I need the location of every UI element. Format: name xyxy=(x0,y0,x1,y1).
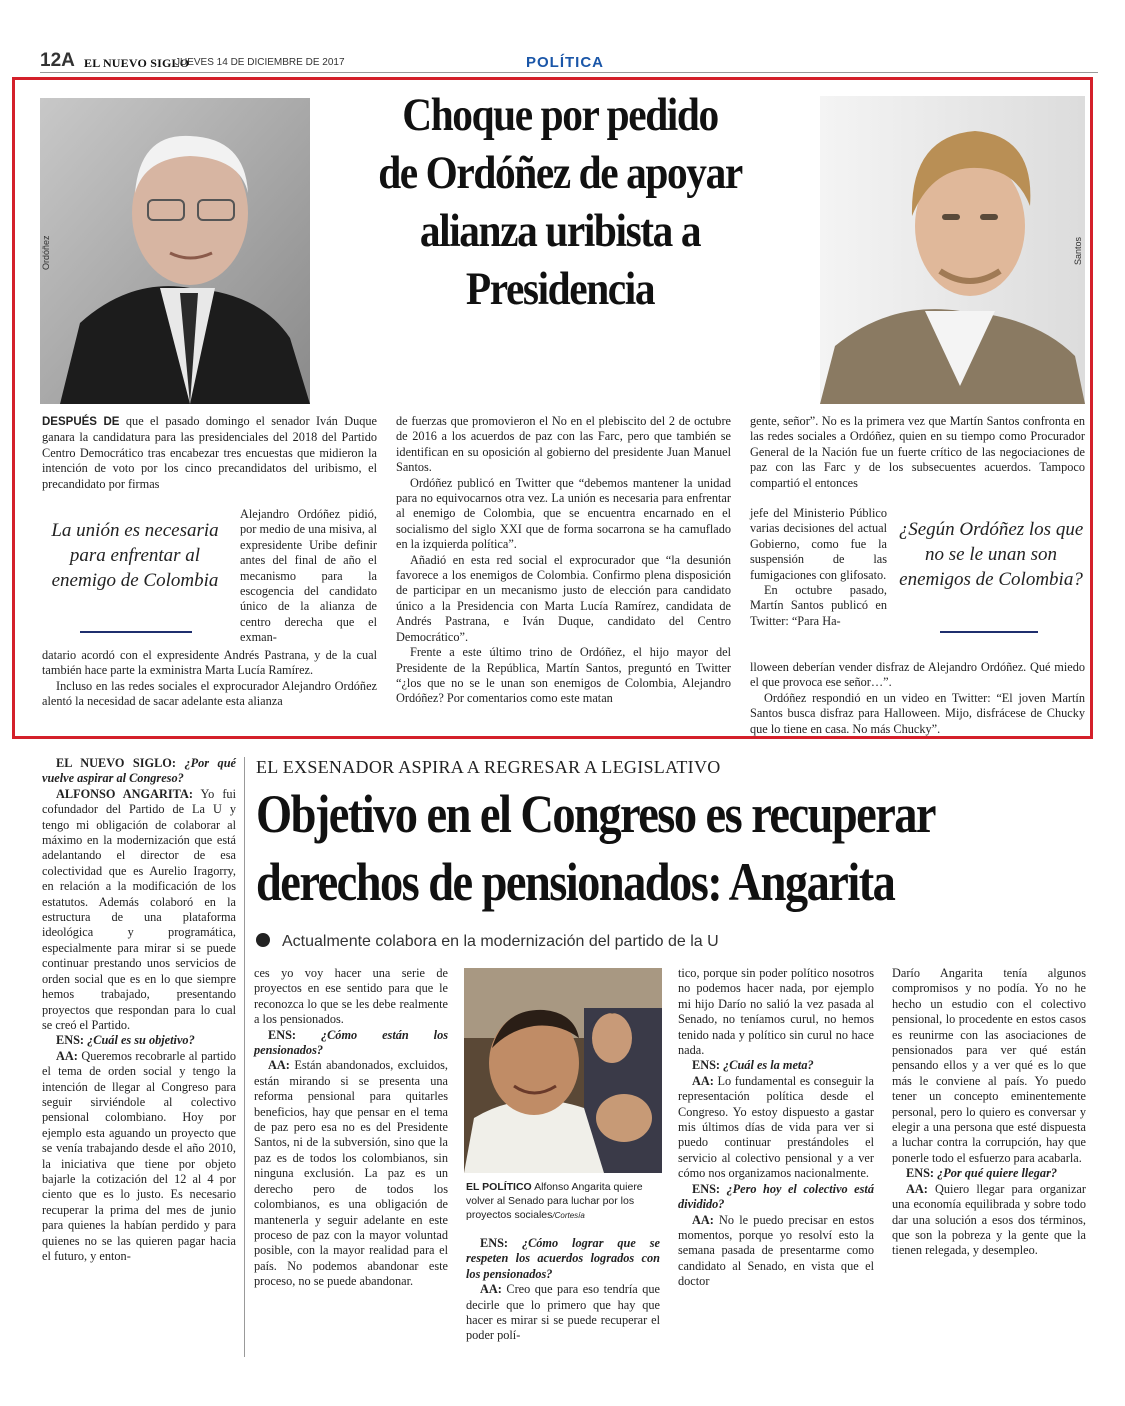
interview-answer: Darío Angarita tenía algunos compromisos y no podía. Yo no he hecho un estudio con el colectivo pensional, lo procedente en estos casos es reunirme con las asociaciones de pensionados para ver qué están pensando ellos y a ver qué es lo que más le conviene al país. Yo puedo tener un concepto eminentemente personal, pero lo quiero es conversar y elegir a una persona que esté dispuesta a luchar contra la corrupción, hay que ponerle todo el esfuerzo para acabarla. xyxy=(892,966,1086,1165)
lead-word: DESPUÉS DE xyxy=(42,416,120,428)
speaker-label: AA: xyxy=(692,1073,714,1088)
interview-paragraph xyxy=(42,787,236,1034)
story1-col3-top xyxy=(750,414,1085,491)
interview-answer: tico, porque sin poder político nosotros no podemos hacer nada, por ejemplo mi hijo Darío no salió la vez pasada al Senado, no teníamos curul, no hemos tenido nada y político sin curul no hace nada. xyxy=(678,966,874,1058)
interview-paragraph xyxy=(466,1282,660,1344)
headline-line: Objetivo en el Congreso es recuperar xyxy=(256,784,935,844)
paragraph: Alejandro Ordóñez pidió, por medio de una misiva, al expresidente Uribe definir antes del final de año el mecanismo para la escogencia del candidato único de la alianza de centro derecha que el exman- xyxy=(240,507,377,645)
speaker-label: EL NUEVO SIGLO: xyxy=(56,756,176,770)
interview-paragraph xyxy=(42,1049,236,1265)
photo-caption-santos: Santos xyxy=(1073,236,1083,265)
interview-question: ¿Por qué vuelve aspirar al Congreso? xyxy=(42,756,236,786)
speaker-label: AA: xyxy=(56,1048,78,1063)
paragraph xyxy=(42,414,377,492)
interview-question: ¿Cómo lograr que se respeten los acuerdos logrados con los pensionados? xyxy=(466,1236,660,1281)
speaker-label: ENS: xyxy=(906,1166,935,1181)
interview-paragraph xyxy=(892,1182,1086,1259)
story2-subhead xyxy=(256,933,719,951)
paragraph: datario acordó con el expresidente Andrés Pastrana, y de la cual también hace parte la exministra Marta Lucía Ramírez. xyxy=(42,648,377,678)
speaker-label: ENS: xyxy=(480,1236,509,1250)
photo-credit: /Cortesía xyxy=(552,1211,585,1220)
interview-answer: Creo que para eso tendría que decirle que lo primero que hay que hacer es mirar si se puede recuperar el poder polí- xyxy=(466,1282,660,1343)
interview-question: ¿Cómo están los pensionados? xyxy=(254,1027,448,1058)
paragraph: Frente a este último trino de Ordóñez, el hijo mayor del Presidente de la República, Martín Santos, preguntó en Twitter “¿los que no se le unan son enemigos de Colombia, Alejandro Ordóñez? Por comentarios como este matan xyxy=(396,645,731,706)
paragraph: Añadió en esta red social el exprocurador que “la desunión favorece a los enemigos de Colombia. Confirmo plena disposición de participar en un mecanismo justo de elección para candidato único a la Presidencia con Marta Lucía Ramírez, candidata de Andrés Pastrana, e Iván Duque, candidato del Centro Democrático”. xyxy=(396,552,731,644)
interview-paragraph xyxy=(892,966,1086,1166)
interview-answer: ces yo voy hacer una serie de proyectos en ese sentido para que le reconozca lo que se les debe realmente a los pensionados. xyxy=(254,966,448,1027)
interview-paragraph xyxy=(466,1236,660,1282)
paragraph: En octubre pasado, Martín Santos publicó en Twitter: “Para Ha- xyxy=(750,583,887,628)
interview-question: ¿Cuál es su objetivo? xyxy=(87,1033,195,1048)
interview-answer: Queremos recobrarle al partido el tema de orden social y tengo la intención de llegar al Congreso para seguir sirviéndole al colectivo pensional colombiano. Hoy por ejemplo esta aguando un proyecto que se venía trabajando desde el año 2010, la iniciativa que tiene por objeto bajarle la cotización del 12 al 4 por ciento que es lo justo. Es necesario recuperar la prima del mes de junio para quienes la habían perdido y para quienes no se las quieren pagar hacia el futuro, y enton- xyxy=(42,1048,236,1263)
interview-paragraph xyxy=(892,1166,1086,1181)
interview-paragraph xyxy=(678,1182,874,1213)
interview-paragraph xyxy=(678,1058,874,1073)
headline-story2 xyxy=(256,780,978,916)
page-number: 12A xyxy=(40,50,75,71)
pull-quote-rule xyxy=(80,631,192,633)
interview-answer: Lo fundamental es conseguir la representación política desde el Congreso. Yo estoy dispuesto a gastar mis últimos días de vida para ver si puedo continuar prestándoles el servicio al colectivo pensional y a ver cómo nos organizamos nacionalmente. xyxy=(678,1073,875,1181)
interview-paragraph xyxy=(678,1074,874,1182)
story1-col1-wrap xyxy=(240,507,377,646)
story1-col1-bottom xyxy=(42,648,377,710)
story1-col3-wrap xyxy=(750,506,887,629)
headline-line: alianza uribista a xyxy=(419,205,701,257)
speaker-label: ENS: xyxy=(692,1058,721,1073)
interview-answer: Están abandonados, excluidos, están mirando si se presenta una reforma pensional para quitarles beneficios, hay que pensar en el tema de paz pero esa no es del Presidente Santos, ni de la subversión, sino que la paz es de todos los colombianos, sin ninguna exclusión. La paz es un derecho pero de todos los colombianos, es una obligación de mantenerla y seguir adelante en este proceso de paz con la mayor voluntad posible, con la mayor realidad para el país. No podemos abandonar este proceso, no se puede abandonar. xyxy=(254,1058,448,1289)
paragraph: gente, señor”. No es la primera vez que Martín Santos confronta en las redes sociales a Ordóñez, quien en su tiempo como Procurador General de la Nación fue un fuerte crítico de las negociaciones de paz con las Farc y de los subsecuentes acuerdos. Tampoco compartió el entonces xyxy=(750,414,1085,490)
issue-date: JUEVES 14 DE DICIEMBRE DE 2017 xyxy=(175,57,345,68)
bullet-icon xyxy=(256,933,270,947)
caption-text: Alfonso Angarita quiere volver al Senado para luchar por los proyectos sociales xyxy=(466,1181,643,1221)
header-rule xyxy=(40,72,1098,73)
section-label: POLÍTICA xyxy=(526,54,604,71)
santos-photo xyxy=(820,96,1085,404)
paragraph: jefe del Ministerio Público varias decisiones del actual Gobierno, como fue la suspensión de las fumigaciones con glifosato. xyxy=(750,506,887,582)
paragraph: lloween deberían vender disfraz de Alejandro Ordóñez. Qué miedo el que provoca ese señor…”. xyxy=(750,660,1085,690)
interview-question: ¿Pero hoy el colectivo está dividido? xyxy=(678,1181,874,1212)
speaker-label: ENS: xyxy=(56,1033,85,1048)
pull-quote-rule xyxy=(940,631,1038,633)
interview-answer: Yo fui cofundador del Partido de La U y tengo mi obligación de colaborar al máximo en la modernización que está adelantando el director de esa colectividad que es Aurelio Iragorry, en relación a la modificación de los estatutos. Además colaboró en la estructura de una plataforma ideológica y programática, especialmente para mirar si se puede continuar prestando unos servicios de orden social que es en lo que siempre hemos trabajado, presentando proyectos que respondan para lo cual se creó el Partido. xyxy=(42,786,236,1032)
headline-line: Choque por pedido xyxy=(402,89,718,141)
interview-paragraph xyxy=(254,1028,448,1059)
pull-quote-left: La unión es necesaria para enfrentar al enemigo de Colombia xyxy=(51,520,219,591)
story2-kicker: EL EXSENADOR ASPIRA A REGRESAR A LEGISLATIVO xyxy=(256,757,721,777)
ordonez-photo xyxy=(40,98,310,404)
interview-paragraph xyxy=(678,966,874,1058)
speaker-label: ENS: xyxy=(692,1181,721,1196)
interview-question: ¿Por qué quiere llegar? xyxy=(937,1166,1057,1181)
speaker-label: AA: xyxy=(480,1282,502,1297)
speaker-label: AA: xyxy=(906,1181,928,1196)
paragraph: Ordóñez respondió en un video en Twitter: “El joven Martín Santos busca disfraz para Halloween. Mijo, disfrácese de Chucky que lo tiene en casa. No más Chucky”. xyxy=(750,690,1085,736)
story2-col5 xyxy=(892,966,1086,1259)
paper-name: EL NUEVO SIGLO xyxy=(84,56,190,70)
headline-story1 xyxy=(322,86,797,318)
story1-col2 xyxy=(396,414,731,707)
story2-col4 xyxy=(678,966,874,1290)
caption-label: EL POLÍTICO xyxy=(466,1181,532,1193)
pull-quote-right: ¿Según Ordóñez los que no se le unan son enemigos de Colombia? xyxy=(898,519,1084,590)
speaker-label: AA: xyxy=(692,1212,714,1227)
story2-col2 xyxy=(254,966,448,1290)
story1-col3-bottom xyxy=(750,660,1085,737)
subhead-text: Actualmente colabora en la modernización del partido de la U xyxy=(282,933,719,950)
interview-question: ¿Cuál es la meta? xyxy=(723,1058,814,1073)
paragraph: de fuerzas que promovieron el No en el plebiscito del 2 de octubre de 2016 a los acuerdos de paz con las Farc, pero que también se identifican en su oposición al gobierno del presidente Juan Manuel Santos. xyxy=(396,414,731,475)
column-rule xyxy=(244,757,245,1357)
interview-paragraph xyxy=(42,756,236,787)
story2-col1 xyxy=(42,756,236,1264)
headline-line: derechos de pensionados: Angarita xyxy=(256,852,895,912)
speaker-label: ENS: xyxy=(268,1027,297,1042)
interview-paragraph xyxy=(254,966,448,1028)
paragraph: Incluso en las redes sociales el exprocurador Alejandro Ordóñez alentó la necesidad de sacar adelante esta alianza xyxy=(42,678,377,709)
angarita-photo xyxy=(464,968,662,1173)
headline-line: Presidencia xyxy=(465,263,655,315)
paragraph: Ordóñez publicó en Twitter que “debemos mantener la unidad para no equivocarnos otra vez. La unión es necesaria para enfrentar al enemigo de Colombia, que se encuentra encarnado en el socialismo del siglo XXI que de forma socarrona se ha camuflado en la izquierda política”. xyxy=(396,475,731,552)
speaker-label: AA: xyxy=(268,1058,290,1073)
paragraph-text: que el pasado domingo el senador Iván Duque ganara la candidatura para las presidenciales del 2018 del Partido Centro Democrático tras encabezar tres encuestas que midieron la intención de voto por los cinco precandidatos del uribismo, el precandidato por firmas xyxy=(42,414,377,491)
interview-paragraph xyxy=(42,1033,236,1048)
photo-caption-angarita xyxy=(466,1180,662,1223)
headline-line: de Ordóñez de apoyar xyxy=(378,147,742,199)
interview-paragraph xyxy=(254,1058,448,1289)
interview-paragraph xyxy=(678,1213,874,1290)
story1-col1-top xyxy=(42,414,377,492)
story2-col3 xyxy=(466,1236,660,1344)
photo-caption-ordonez: Ordóñez xyxy=(41,235,51,270)
speaker-label: ALFONSO ANGARITA: xyxy=(56,786,193,801)
interview-answer: No le puedo precisar en estos momentos, porque yo resolví esto la semana pasada de presentarme como candidato al Senado, en vista que el doctor xyxy=(678,1212,874,1289)
interview-answer: Quiero llegar para organizar una economía equilibrada y sobre todo dar una solución a esos dos términos, que son la pobreza y la gente que la tienen relegada, y desempleo. xyxy=(892,1181,1086,1258)
